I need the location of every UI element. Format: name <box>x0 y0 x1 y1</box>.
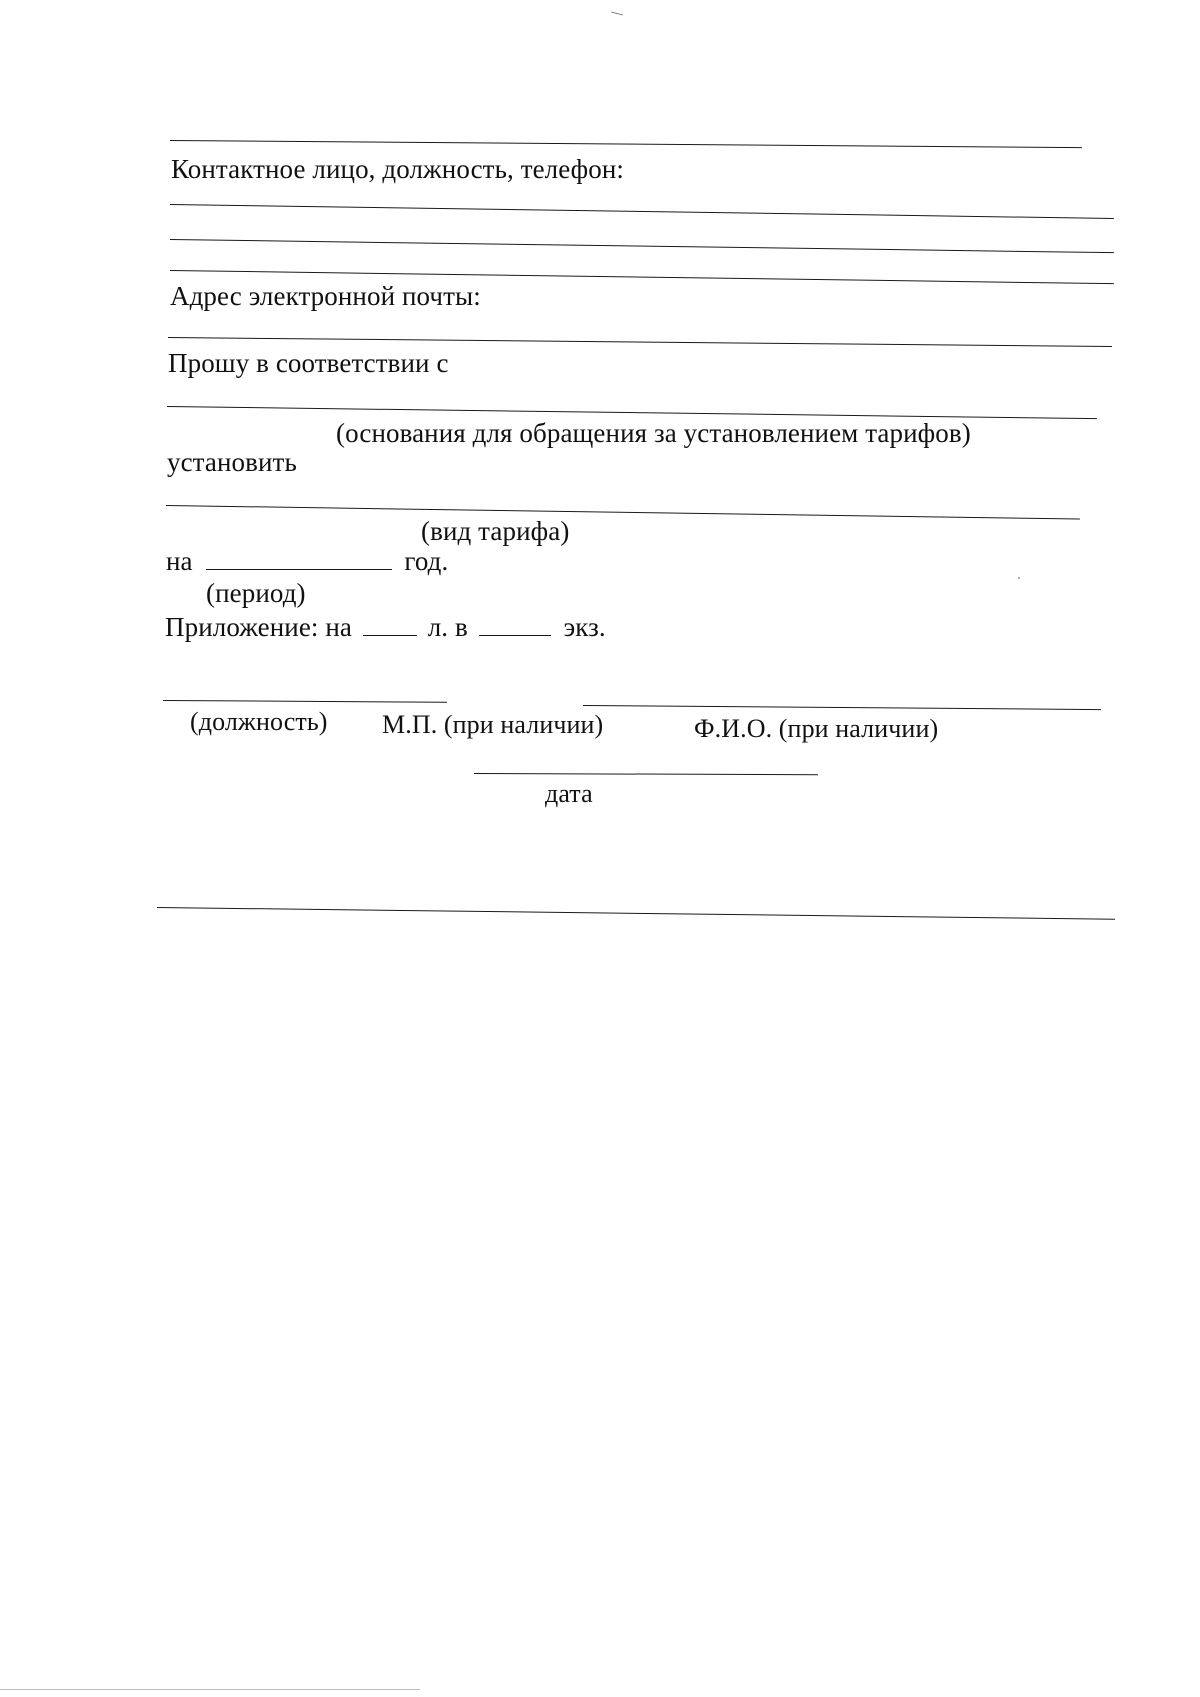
sheets-label: л. в <box>427 612 468 642</box>
attachment-row <box>165 614 606 641</box>
scan-artifact <box>611 12 623 16</box>
year-label: год. <box>404 546 449 576</box>
attachment-label: Приложение: на <box>165 612 352 642</box>
copies-label: экз. <box>563 612 606 642</box>
email-label: Адрес электронной почты: <box>170 281 481 311</box>
rule-bottom <box>157 907 1115 920</box>
copies-blank[interactable] <box>479 617 551 636</box>
basis-caption: (основания для обращения за установлением тарифов) <box>336 418 971 448</box>
on-label: на <box>166 546 193 576</box>
tariff-type-caption: (вид тарифа) <box>421 516 570 546</box>
name-caption: Ф.И.О. (при наличии) <box>694 714 939 743</box>
scan-speck <box>1018 577 1020 579</box>
period-row <box>166 548 448 575</box>
period-blank[interactable] <box>206 551 392 570</box>
tariff-type-line[interactable] <box>166 505 1080 520</box>
position-caption: (должность) <box>190 707 328 736</box>
sheets-blank[interactable] <box>363 617 417 636</box>
establish-label: установить <box>167 447 297 477</box>
email-line[interactable] <box>168 337 1112 347</box>
position-line[interactable] <box>163 700 447 703</box>
name-line[interactable] <box>583 705 1101 710</box>
date-caption: дата <box>545 779 593 808</box>
contact-line-1[interactable] <box>170 204 1114 219</box>
contact-line-2[interactable] <box>170 239 1114 253</box>
request-label: Прошу в соответствии с <box>168 348 449 378</box>
date-line[interactable] <box>474 773 818 775</box>
stamp-caption: М.П. (при наличии) <box>382 710 604 739</box>
period-caption: (период) <box>206 578 306 608</box>
rule-top <box>170 140 1082 148</box>
scan-edge <box>0 1689 420 1690</box>
contact-label: Контактное лицо, должность, телефон: <box>171 154 625 184</box>
